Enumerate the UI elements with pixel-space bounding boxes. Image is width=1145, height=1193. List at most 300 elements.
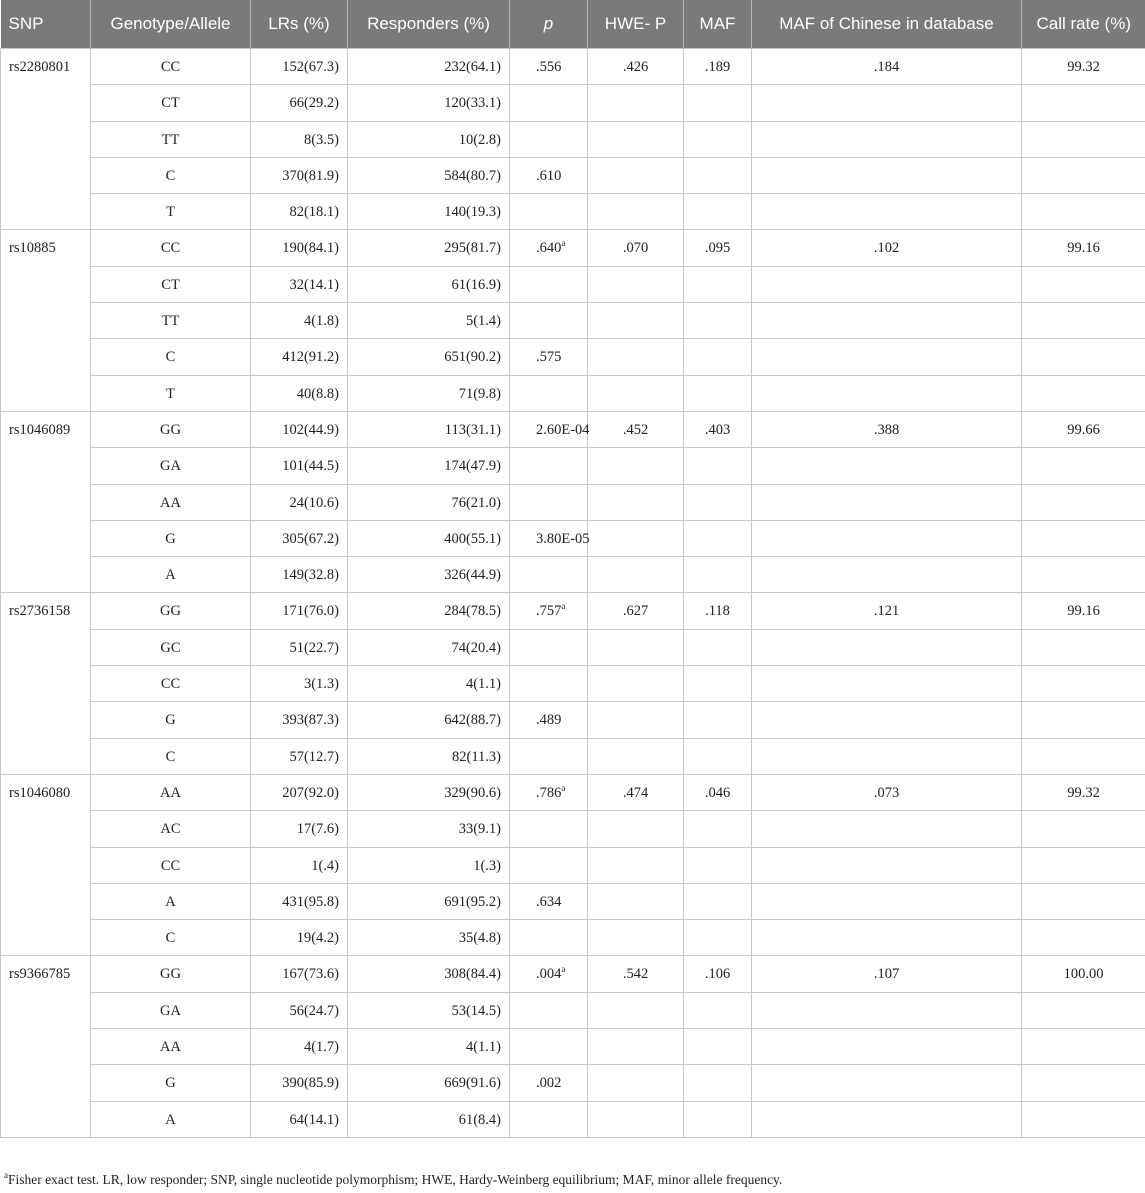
lrs-cell: 149(32.8) — [251, 557, 348, 593]
maf-chinese-cell — [752, 1101, 1022, 1137]
header-responders: Responders (%) — [348, 0, 510, 49]
maf-cell — [684, 1101, 752, 1137]
genotype-allele-cell: AA — [91, 484, 251, 520]
table-row — [1, 1065, 1145, 1101]
call-rate-cell — [1022, 266, 1145, 302]
p-value-cell — [510, 339, 588, 375]
hwe-p-cell — [588, 883, 684, 919]
maf-cell — [684, 121, 752, 157]
maf-chinese-cell — [752, 811, 1022, 847]
p-value-cell — [510, 956, 588, 992]
responders-cell: 4(1.1) — [348, 666, 510, 702]
hwe-p-cell — [588, 629, 684, 665]
responders-cell: 691(95.2) — [348, 883, 510, 919]
hwe-p-cell — [588, 85, 684, 121]
lrs-cell: 19(4.2) — [251, 920, 348, 956]
table-row — [1, 811, 1145, 847]
p-value-cell — [510, 266, 588, 302]
header-maf: MAF — [684, 0, 752, 49]
fisher-marker: a — [561, 238, 566, 249]
call-rate-cell — [1022, 847, 1145, 883]
call-rate-cell: 99.16 — [1022, 593, 1145, 629]
lrs-cell: 370(81.9) — [251, 157, 348, 193]
responders-cell: 71(9.8) — [348, 375, 510, 411]
responders-cell: 584(80.7) — [348, 157, 510, 193]
responders-cell: 308(84.4) — [348, 956, 510, 992]
genotype-allele-cell: C — [91, 339, 251, 375]
genotype-allele-cell: GG — [91, 593, 251, 629]
table-row — [1, 992, 1145, 1028]
maf-chinese-cell — [752, 920, 1022, 956]
genotype-allele-cell: CT — [91, 85, 251, 121]
lrs-cell: 152(67.3) — [251, 49, 348, 85]
snp-id-cell: rs2280801 — [1, 49, 91, 230]
genotype-allele-cell: C — [91, 157, 251, 193]
table-row — [1, 774, 1145, 810]
genotype-allele-cell: GA — [91, 448, 251, 484]
p-value: .634 — [536, 893, 562, 910]
lrs-cell: 40(8.8) — [251, 375, 348, 411]
p-value-cell — [510, 375, 588, 411]
maf-chinese-cell — [752, 339, 1022, 375]
fisher-marker: a — [561, 782, 566, 793]
maf-cell — [684, 920, 752, 956]
responders-cell: 284(78.5) — [348, 593, 510, 629]
maf-cell — [684, 557, 752, 593]
lrs-cell: 82(18.1) — [251, 194, 348, 230]
hwe-p-cell — [588, 666, 684, 702]
genotype-allele-cell: TT — [91, 121, 251, 157]
maf-chinese-cell: .121 — [752, 593, 1022, 629]
responders-cell: 295(81.7) — [348, 230, 510, 266]
maf-cell — [684, 738, 752, 774]
genotype-allele-cell: GC — [91, 629, 251, 665]
p-value-cell — [510, 411, 588, 447]
p-value: 3.80E-05 — [536, 530, 590, 547]
call-rate-cell — [1022, 194, 1145, 230]
lrs-cell: 431(95.8) — [251, 883, 348, 919]
call-rate-cell — [1022, 992, 1145, 1028]
genotype-allele-cell: T — [91, 375, 251, 411]
maf-cell — [684, 666, 752, 702]
call-rate-cell — [1022, 339, 1145, 375]
genotype-allele-cell: GG — [91, 956, 251, 992]
hwe-p-cell: .474 — [588, 774, 684, 810]
responders-cell: 10(2.8) — [348, 121, 510, 157]
p-value-cell — [510, 629, 588, 665]
p-value-cell — [510, 593, 588, 629]
hwe-p-cell: .627 — [588, 593, 684, 629]
p-value-cell — [510, 557, 588, 593]
maf-cell: .118 — [684, 593, 752, 629]
responders-cell: 5(1.4) — [348, 303, 510, 339]
responders-cell: 651(90.2) — [348, 339, 510, 375]
call-rate-cell — [1022, 883, 1145, 919]
lrs-cell: 393(87.3) — [251, 702, 348, 738]
genotype-allele-cell: CC — [91, 666, 251, 702]
lrs-cell: 390(85.9) — [251, 1065, 348, 1101]
maf-chinese-cell: .184 — [752, 49, 1022, 85]
hwe-p-cell: .452 — [588, 411, 684, 447]
header-call-rate: Call rate (%) — [1022, 0, 1145, 49]
maf-cell — [684, 266, 752, 302]
table-row — [1, 375, 1145, 411]
maf-chinese-cell — [752, 702, 1022, 738]
lrs-cell: 102(44.9) — [251, 411, 348, 447]
maf-chinese-cell — [752, 121, 1022, 157]
lrs-cell: 167(73.6) — [251, 956, 348, 992]
genotype-allele-cell: A — [91, 883, 251, 919]
responders-cell: 642(88.7) — [348, 702, 510, 738]
p-value-cell — [510, 1065, 588, 1101]
p-value-cell — [510, 992, 588, 1028]
genotype-allele-cell: AA — [91, 774, 251, 810]
maf-chinese-cell: .073 — [752, 774, 1022, 810]
snp-id-cell: rs1046080 — [1, 774, 91, 955]
fisher-marker: a — [561, 601, 566, 612]
header-hwe-p: HWE- P — [588, 0, 684, 49]
genotype-allele-cell: CT — [91, 266, 251, 302]
p-value: .575 — [536, 349, 562, 366]
table-row — [1, 339, 1145, 375]
responders-cell: 35(4.8) — [348, 920, 510, 956]
responders-cell: 61(8.4) — [348, 1101, 510, 1137]
lrs-cell: 56(24.7) — [251, 992, 348, 1028]
call-rate-cell — [1022, 702, 1145, 738]
maf-chinese-cell — [752, 484, 1022, 520]
table-row — [1, 1101, 1145, 1137]
call-rate-cell — [1022, 666, 1145, 702]
maf-cell: .403 — [684, 411, 752, 447]
header-genotype-allele: Genotype/Allele — [91, 0, 251, 49]
table-row — [1, 157, 1145, 193]
snp-id-cell: rs1046089 — [1, 411, 91, 592]
maf-chinese-cell — [752, 157, 1022, 193]
snp-id-cell: rs2736158 — [1, 593, 91, 774]
maf-chinese-cell — [752, 85, 1022, 121]
table-header — [1, 0, 1145, 49]
hwe-p-cell — [588, 738, 684, 774]
snp-id-cell: rs9366785 — [1, 956, 91, 1137]
p-value-cell — [510, 157, 588, 193]
hwe-p-cell — [588, 1065, 684, 1101]
p-value: .610 — [536, 167, 562, 184]
maf-cell — [684, 85, 752, 121]
footnote-text: Fisher exact test. LR, low responder; SNP, single nucleotide polymorphism; HWE, Hardy-Weinberg equilibrium; MAF, minor allele frequency. — [8, 1172, 783, 1187]
call-rate-cell — [1022, 157, 1145, 193]
call-rate-cell — [1022, 557, 1145, 593]
table-row — [1, 448, 1145, 484]
genotype-allele-cell: CC — [91, 49, 251, 85]
hwe-p-cell — [588, 303, 684, 339]
lrs-cell: 101(44.5) — [251, 448, 348, 484]
maf-cell — [684, 847, 752, 883]
lrs-cell: 412(91.2) — [251, 339, 348, 375]
call-rate-cell — [1022, 520, 1145, 556]
p-value: .640 — [536, 240, 562, 257]
header-p: p — [510, 0, 588, 49]
responders-cell: 82(11.3) — [348, 738, 510, 774]
table-row — [1, 557, 1145, 593]
call-rate-cell — [1022, 920, 1145, 956]
table-row — [1, 303, 1145, 339]
genotype-allele-cell: G — [91, 1065, 251, 1101]
hwe-p-cell — [588, 1101, 684, 1137]
table-footnote — [4, 1172, 782, 1188]
maf-cell — [684, 194, 752, 230]
hwe-p-cell: .070 — [588, 230, 684, 266]
p-value-cell — [510, 883, 588, 919]
lrs-cell: 4(1.7) — [251, 1029, 348, 1065]
responders-cell: 232(64.1) — [348, 49, 510, 85]
maf-cell — [684, 702, 752, 738]
genotype-allele-cell: TT — [91, 303, 251, 339]
maf-chinese-cell — [752, 666, 1022, 702]
p-value: .786 — [536, 784, 562, 801]
genotype-allele-cell: GG — [91, 411, 251, 447]
responders-cell: 1(.3) — [348, 847, 510, 883]
genotype-allele-cell: T — [91, 194, 251, 230]
table-row — [1, 666, 1145, 702]
maf-chinese-cell — [752, 992, 1022, 1028]
call-rate-cell: 100.00 — [1022, 956, 1145, 992]
lrs-cell: 66(29.2) — [251, 85, 348, 121]
hwe-p-cell — [588, 157, 684, 193]
hwe-p-cell — [588, 847, 684, 883]
p-value-cell — [510, 702, 588, 738]
maf-cell: .189 — [684, 49, 752, 85]
maf-cell: .095 — [684, 230, 752, 266]
table-row — [1, 593, 1145, 629]
maf-chinese-cell — [752, 520, 1022, 556]
responders-cell: 120(33.1) — [348, 85, 510, 121]
genotype-allele-cell: G — [91, 702, 251, 738]
responders-cell: 74(20.4) — [348, 629, 510, 665]
maf-cell — [684, 811, 752, 847]
table-row — [1, 484, 1145, 520]
responders-cell: 140(19.3) — [348, 194, 510, 230]
table-row — [1, 194, 1145, 230]
table-row — [1, 702, 1145, 738]
call-rate-cell: 99.32 — [1022, 49, 1145, 85]
lrs-cell: 305(67.2) — [251, 520, 348, 556]
maf-chinese-cell — [752, 266, 1022, 302]
table-row — [1, 411, 1145, 447]
responders-cell: 4(1.1) — [348, 1029, 510, 1065]
lrs-cell: 24(10.6) — [251, 484, 348, 520]
hwe-p-cell — [588, 194, 684, 230]
maf-cell — [684, 883, 752, 919]
maf-cell — [684, 375, 752, 411]
call-rate-cell — [1022, 303, 1145, 339]
lrs-cell: 51(22.7) — [251, 629, 348, 665]
hwe-p-cell — [588, 339, 684, 375]
table-row — [1, 1029, 1145, 1065]
p-value: .002 — [536, 1075, 562, 1092]
genotype-allele-cell: A — [91, 557, 251, 593]
maf-chinese-cell — [752, 557, 1022, 593]
p-value: .757 — [536, 603, 562, 620]
responders-cell: 113(31.1) — [348, 411, 510, 447]
hwe-p-cell — [588, 557, 684, 593]
maf-chinese-cell: .102 — [752, 230, 1022, 266]
p-value-cell — [510, 85, 588, 121]
p-value-cell — [510, 811, 588, 847]
footnote-marker: a — [4, 1170, 8, 1180]
maf-cell: .046 — [684, 774, 752, 810]
table-body — [1, 49, 1145, 1138]
table-row — [1, 49, 1145, 85]
maf-cell — [684, 629, 752, 665]
lrs-cell: 171(76.0) — [251, 593, 348, 629]
maf-cell — [684, 157, 752, 193]
responders-cell: 33(9.1) — [348, 811, 510, 847]
table-row — [1, 920, 1145, 956]
maf-cell — [684, 1029, 752, 1065]
table-row — [1, 883, 1145, 919]
p-value-cell — [510, 484, 588, 520]
fisher-marker: a — [561, 964, 566, 975]
responders-cell: 174(47.9) — [348, 448, 510, 484]
maf-chinese-cell — [752, 448, 1022, 484]
genotype-allele-cell: GA — [91, 992, 251, 1028]
call-rate-cell: 99.16 — [1022, 230, 1145, 266]
maf-chinese-cell — [752, 1065, 1022, 1101]
responders-cell: 400(55.1) — [348, 520, 510, 556]
responders-cell: 76(21.0) — [348, 484, 510, 520]
call-rate-cell — [1022, 738, 1145, 774]
genotype-allele-cell: AC — [91, 811, 251, 847]
maf-cell — [684, 484, 752, 520]
maf-chinese-cell: .388 — [752, 411, 1022, 447]
p-value: .004 — [536, 966, 562, 983]
call-rate-cell — [1022, 121, 1145, 157]
hwe-p-cell — [588, 375, 684, 411]
maf-cell — [684, 1065, 752, 1101]
hwe-p-cell — [588, 520, 684, 556]
lrs-cell: 8(3.5) — [251, 121, 348, 157]
call-rate-cell — [1022, 448, 1145, 484]
maf-cell — [684, 448, 752, 484]
table-row — [1, 956, 1145, 992]
maf-cell — [684, 303, 752, 339]
hwe-p-cell: .426 — [588, 49, 684, 85]
p-value-cell — [510, 920, 588, 956]
lrs-cell: 4(1.8) — [251, 303, 348, 339]
call-rate-cell: 99.66 — [1022, 411, 1145, 447]
header-lrs: LRs (%) — [251, 0, 348, 49]
hwe-p-cell: .542 — [588, 956, 684, 992]
p-value-cell — [510, 1029, 588, 1065]
genotype-allele-cell: C — [91, 920, 251, 956]
maf-chinese-cell — [752, 375, 1022, 411]
table-row — [1, 847, 1145, 883]
table-row — [1, 738, 1145, 774]
hwe-p-cell — [588, 992, 684, 1028]
call-rate-cell — [1022, 484, 1145, 520]
lrs-cell: 57(12.7) — [251, 738, 348, 774]
maf-chinese-cell — [752, 847, 1022, 883]
lrs-cell: 32(14.1) — [251, 266, 348, 302]
p-value-cell — [510, 303, 588, 339]
responders-cell: 61(16.9) — [348, 266, 510, 302]
p-value: .556 — [536, 59, 562, 75]
call-rate-cell — [1022, 85, 1145, 121]
header-snp: SNP — [1, 0, 91, 49]
hwe-p-cell — [588, 702, 684, 738]
maf-chinese-cell — [752, 629, 1022, 665]
responders-cell: 669(91.6) — [348, 1065, 510, 1101]
hwe-p-cell — [588, 920, 684, 956]
lrs-cell: 190(84.1) — [251, 230, 348, 266]
responders-cell: 326(44.9) — [348, 557, 510, 593]
call-rate-cell — [1022, 629, 1145, 665]
p-value: 2.60E-04 — [536, 421, 590, 438]
lrs-cell: 207(92.0) — [251, 774, 348, 810]
call-rate-cell: 99.32 — [1022, 774, 1145, 810]
maf-chinese-cell — [752, 738, 1022, 774]
p-value-cell — [510, 847, 588, 883]
maf-cell — [684, 339, 752, 375]
maf-chinese-cell — [752, 1029, 1022, 1065]
maf-chinese-cell — [752, 303, 1022, 339]
hwe-p-cell — [588, 448, 684, 484]
p-value-cell — [510, 1101, 588, 1137]
maf-cell — [684, 520, 752, 556]
table-row — [1, 230, 1145, 266]
genotype-allele-cell: A — [91, 1101, 251, 1137]
maf-chinese-cell — [752, 883, 1022, 919]
table-row — [1, 85, 1145, 121]
maf-chinese-cell: .107 — [752, 956, 1022, 992]
p-value-cell — [510, 774, 588, 810]
lrs-cell: 17(7.6) — [251, 811, 348, 847]
call-rate-cell — [1022, 1065, 1145, 1101]
call-rate-cell — [1022, 811, 1145, 847]
p-value-cell — [510, 738, 588, 774]
p-value-cell — [510, 194, 588, 230]
hwe-p-cell — [588, 811, 684, 847]
lrs-cell: 64(14.1) — [251, 1101, 348, 1137]
responders-cell: 329(90.6) — [348, 774, 510, 810]
p-value: .489 — [536, 712, 562, 729]
hwe-p-cell — [588, 121, 684, 157]
hwe-p-cell — [588, 484, 684, 520]
responders-cell: 53(14.5) — [348, 992, 510, 1028]
lrs-cell: 3(1.3) — [251, 666, 348, 702]
maf-cell — [684, 992, 752, 1028]
p-value-cell — [510, 666, 588, 702]
genotype-allele-cell: CC — [91, 230, 251, 266]
header-row — [1, 0, 1145, 49]
maf-chinese-cell — [752, 194, 1022, 230]
p-value-cell — [510, 520, 588, 556]
call-rate-cell — [1022, 1029, 1145, 1065]
genotype-allele-cell: AA — [91, 1029, 251, 1065]
snp-id-cell: rs10885 — [1, 230, 91, 411]
p-value-cell — [510, 448, 588, 484]
table-row — [1, 266, 1145, 302]
maf-cell: .106 — [684, 956, 752, 992]
header-maf-chinese: MAF of Chinese in database — [752, 0, 1022, 49]
call-rate-cell — [1022, 1101, 1145, 1137]
lrs-cell: 1(.4) — [251, 847, 348, 883]
hwe-p-cell — [588, 266, 684, 302]
call-rate-cell — [1022, 375, 1145, 411]
genotype-allele-cell: CC — [91, 847, 251, 883]
table-row — [1, 121, 1145, 157]
p-value-cell — [510, 49, 588, 85]
